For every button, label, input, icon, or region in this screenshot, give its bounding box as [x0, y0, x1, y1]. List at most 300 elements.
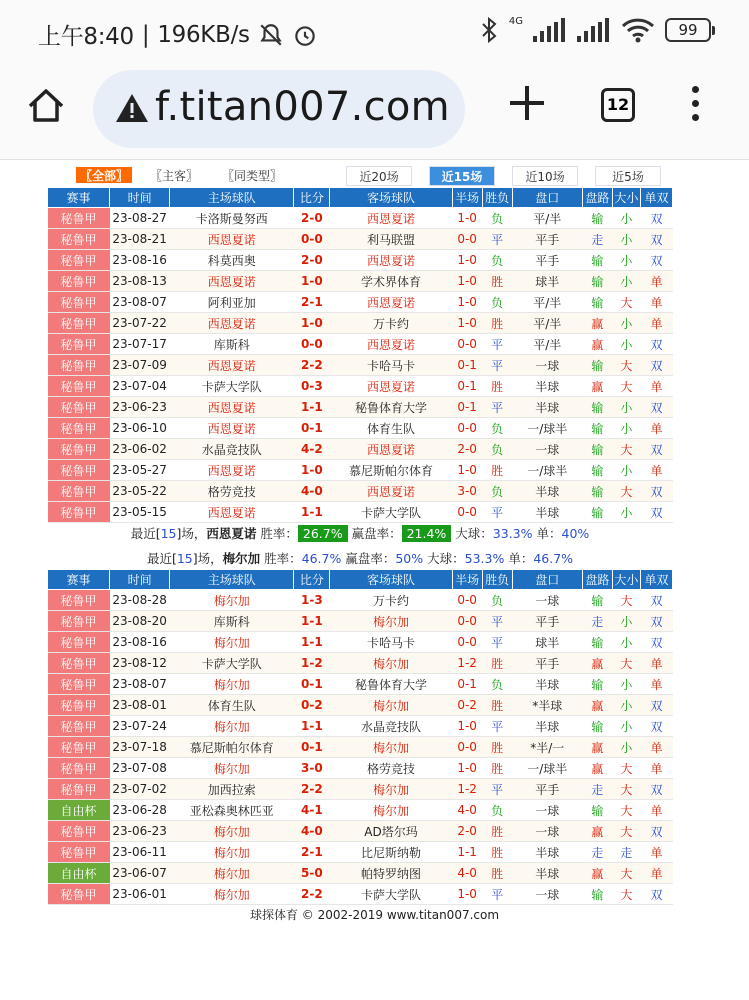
home-team-cell[interactable]: 梅尔加 [170, 884, 294, 905]
home-team-cell[interactable]: 西恩夏诺 [170, 418, 294, 439]
over-under-cell: 小 [612, 460, 640, 481]
away-team-cell[interactable]: 西恩夏诺 [330, 481, 452, 502]
page-content [0, 160, 749, 1000]
league-cell[interactable]: 自由杯 [48, 800, 110, 821]
home-team-cell[interactable]: 梅尔加 [170, 842, 294, 863]
home-team-cell[interactable]: 加西拉索 [170, 779, 294, 800]
date-cell: 23-08-21 [110, 229, 170, 250]
away-team-cell[interactable]: 梅尔加 [330, 611, 452, 632]
half-score-cell: 0-0 [452, 611, 482, 632]
handicap-cell: 半球 [512, 481, 582, 502]
table-row[interactable] [48, 502, 673, 523]
away-team-cell[interactable]: 秘鲁体育大学 [330, 397, 452, 418]
result-cell: 胜 [482, 271, 512, 292]
date-cell: 23-08-01 [110, 695, 170, 716]
team2-name: 梅尔加 [222, 551, 261, 566]
away-team-cell[interactable]: 帕特罗纳图 [330, 863, 452, 884]
column-header: 大小 [612, 570, 640, 590]
table-row[interactable] [48, 737, 673, 758]
date-cell: 23-05-22 [110, 481, 170, 502]
date-cell: 23-07-02 [110, 779, 170, 800]
home-team-cell[interactable]: 库斯科 [170, 611, 294, 632]
handicap-cell: 球半 [512, 632, 582, 653]
address-bar[interactable] [93, 70, 465, 148]
handicap-cell: 平手 [512, 229, 582, 250]
handicap-cell: 半球 [512, 397, 582, 418]
home-team-cell[interactable]: 格劳竞技 [170, 481, 294, 502]
table-row[interactable] [48, 334, 673, 355]
score-cell: 5-0 [294, 863, 330, 884]
odd-even-cell: 单 [640, 800, 672, 821]
league-cell[interactable]: 自由杯 [48, 863, 110, 884]
over-under-cell: 小 [612, 674, 640, 695]
league-cell[interactable]: 秘鲁甲 [48, 271, 110, 292]
table-row[interactable] [48, 779, 673, 800]
browser-toolbar [0, 64, 749, 160]
odd-even-cell: 双 [640, 716, 672, 737]
league-cell[interactable]: 秘鲁甲 [48, 334, 110, 355]
tab-last-10[interactable]: 近10场 [512, 166, 578, 186]
date-cell: 23-07-24 [110, 716, 170, 737]
away-team-cell[interactable]: 比尼斯纳勒 [330, 842, 452, 863]
score-cell: 0-2 [294, 695, 330, 716]
score-cell: 0-3 [294, 376, 330, 397]
result-cell: 负 [482, 418, 512, 439]
over-under-cell: 小 [612, 502, 640, 523]
tab-last-15[interactable]: 近15场 [429, 166, 495, 186]
team2-win-rate: 46.7% [301, 551, 342, 566]
league-cell[interactable]: 秘鲁甲 [48, 695, 110, 716]
score-cell: 1-1 [294, 611, 330, 632]
league-cell[interactable]: 秘鲁甲 [48, 481, 110, 502]
filter-same-type[interactable]: 〖同类型〗 [217, 166, 287, 184]
over-under-cell: 小 [612, 611, 640, 632]
table-row[interactable] [48, 355, 673, 376]
odd-even-cell: 单 [640, 418, 672, 439]
handicap-result-cell: 输 [582, 460, 612, 481]
over-under-cell: 小 [612, 418, 640, 439]
filter-home-away[interactable]: 〖主客〗 [145, 166, 203, 184]
result-cell: 负 [482, 800, 512, 821]
table-row[interactable] [48, 397, 673, 418]
table-row[interactable] [48, 758, 673, 779]
column-header: 单双 [640, 188, 672, 208]
league-cell[interactable]: 秘鲁甲 [48, 418, 110, 439]
home-team-cell[interactable]: 西恩夏诺 [170, 271, 294, 292]
home-team-cell[interactable]: 梅尔加 [170, 716, 294, 737]
result-cell: 平 [482, 779, 512, 800]
home-team-cell[interactable]: 阿利亚加 [170, 292, 294, 313]
result-cell: 平 [482, 716, 512, 737]
handicap-result-cell: 赢 [582, 313, 612, 334]
handicap-cell: 一球 [512, 590, 582, 611]
half-score-cell: 4-0 [452, 800, 482, 821]
away-team-cell[interactable]: 梅尔加 [330, 695, 452, 716]
column-header: 半场 [452, 570, 482, 590]
date-cell: 23-07-08 [110, 758, 170, 779]
handicap-result-cell: 走 [582, 779, 612, 800]
team1-summary: 最近[15]场，西恩夏诺 胜率： 26.7% 赢盘率： 21.4% 大球：33.3% 单：40% [130, 526, 590, 541]
table-row[interactable] [48, 418, 673, 439]
half-score-cell: 3-0 [452, 481, 482, 502]
league-cell[interactable]: 秘鲁甲 [48, 376, 110, 397]
handicap-cell: 平手 [512, 611, 582, 632]
away-team-cell[interactable]: 格劳竞技 [330, 758, 452, 779]
team2-cover-rate: 50% [395, 551, 424, 566]
handicap-cell: *半球 [512, 695, 582, 716]
table-row[interactable] [48, 611, 673, 632]
away-team-cell[interactable]: 梅尔加 [330, 800, 452, 821]
column-header: 时间 [110, 570, 170, 590]
result-cell: 平 [482, 502, 512, 523]
table-row[interactable] [48, 376, 673, 397]
league-cell[interactable]: 秘鲁甲 [48, 842, 110, 863]
home-team-cell[interactable]: 水晶竞技队 [170, 439, 294, 460]
odd-even-cell: 双 [640, 695, 672, 716]
league-cell[interactable]: 秘鲁甲 [48, 397, 110, 418]
handicap-result-cell: 输 [582, 418, 612, 439]
result-cell: 胜 [482, 758, 512, 779]
half-score-cell: 0-1 [452, 355, 482, 376]
away-team-cell[interactable]: 卡哈马卡 [330, 632, 452, 653]
column-header: 赛事 [48, 570, 110, 590]
odd-even-cell: 单 [640, 737, 672, 758]
away-team-cell[interactable]: 体育生队 [330, 418, 452, 439]
result-cell: 胜 [482, 737, 512, 758]
result-cell: 平 [482, 229, 512, 250]
league-cell[interactable]: 秘鲁甲 [48, 611, 110, 632]
away-team-cell[interactable]: 万卡约 [330, 313, 452, 334]
date-cell: 23-08-07 [110, 674, 170, 695]
odd-even-cell: 单 [640, 313, 672, 334]
over-under-cell: 小 [612, 313, 640, 334]
away-team-cell[interactable]: 万卡约 [330, 590, 452, 611]
home-icon[interactable] [26, 86, 66, 126]
handicap-result-cell: 走 [582, 229, 612, 250]
handicap-cell: 平手 [512, 779, 582, 800]
home-team-cell[interactable]: 西恩夏诺 [170, 313, 294, 334]
odd-even-cell: 单 [640, 292, 672, 313]
odd-even-cell: 双 [640, 397, 672, 418]
tab-last-20[interactable]: 近20场 [346, 166, 412, 186]
table-row[interactable] [48, 800, 673, 821]
odd-even-cell: 双 [640, 779, 672, 800]
home-team-cell[interactable]: 慕尼斯帕尔体育 [170, 737, 294, 758]
odd-even-cell: 双 [640, 481, 672, 502]
column-header: 盘路 [582, 188, 612, 208]
home-team-cell[interactable]: 梅尔加 [170, 758, 294, 779]
table-row[interactable] [48, 250, 673, 271]
url-text[interactable]: f.titan007.com [155, 84, 450, 130]
date-cell: 23-08-28 [110, 590, 170, 611]
handicap-result-cell: 赢 [582, 695, 612, 716]
away-team-cell[interactable]: 西恩夏诺 [330, 334, 452, 355]
over-under-cell: 大 [612, 481, 640, 502]
handicap-result-cell: 输 [582, 208, 612, 229]
date-cell: 23-06-11 [110, 842, 170, 863]
handicap-result-cell: 走 [582, 611, 612, 632]
table-row[interactable] [48, 695, 673, 716]
handicap-cell: 一球 [512, 800, 582, 821]
date-cell: 23-06-02 [110, 439, 170, 460]
league-cell[interactable]: 秘鲁甲 [48, 313, 110, 334]
odd-even-cell: 双 [640, 590, 672, 611]
league-cell[interactable]: 秘鲁甲 [48, 737, 110, 758]
score-cell: 2-1 [294, 842, 330, 863]
handicap-result-cell: 输 [582, 502, 612, 523]
home-team-cell[interactable]: 卡洛斯曼努西 [170, 208, 294, 229]
score-cell: 2-2 [294, 779, 330, 800]
score-cell: 2-2 [294, 884, 330, 905]
date-cell: 23-07-18 [110, 737, 170, 758]
date-cell: 23-08-13 [110, 271, 170, 292]
score-cell: 4-1 [294, 800, 330, 821]
result-cell: 平 [482, 397, 512, 418]
date-cell: 23-08-27 [110, 208, 170, 229]
table-row[interactable] [48, 674, 673, 695]
table-row[interactable] [48, 653, 673, 674]
handicap-cell: 一/球半 [512, 418, 582, 439]
odd-even-cell: 双 [640, 821, 672, 842]
result-cell: 平 [482, 611, 512, 632]
alarm-icon [292, 22, 318, 48]
handicap-result-cell: 输 [582, 397, 612, 418]
league-cell[interactable]: 秘鲁甲 [48, 590, 110, 611]
away-team-cell[interactable]: 卡萨大学队 [330, 502, 452, 523]
half-score-cell: 2-0 [452, 439, 482, 460]
handicap-cell: 半球 [512, 674, 582, 695]
over-under-cell: 大 [612, 884, 640, 905]
filter-all[interactable]: 〖全部〗 [75, 166, 133, 184]
away-team-cell[interactable]: 西恩夏诺 [330, 250, 452, 271]
column-header: 客场球队 [330, 570, 452, 590]
date-cell: 23-08-12 [110, 653, 170, 674]
score-cell: 0-1 [294, 737, 330, 758]
score-cell: 1-0 [294, 460, 330, 481]
table-header-row [48, 570, 673, 590]
league-cell[interactable]: 秘鲁甲 [48, 355, 110, 376]
over-under-cell: 大 [612, 779, 640, 800]
league-cell[interactable]: 秘鲁甲 [48, 229, 110, 250]
league-cell[interactable]: 秘鲁甲 [48, 632, 110, 653]
half-score-cell: 0-0 [452, 737, 482, 758]
score-cell: 0-1 [294, 674, 330, 695]
home-team-cell[interactable]: 卡萨大学队 [170, 653, 294, 674]
away-team-cell[interactable]: 梅尔加 [330, 653, 452, 674]
over-under-cell: 走 [612, 842, 640, 863]
league-cell[interactable]: 秘鲁甲 [48, 758, 110, 779]
away-team-cell[interactable]: 卡萨大学队 [330, 884, 452, 905]
handicap-result-cell: 赢 [582, 758, 612, 779]
handicap-cell: 一球 [512, 884, 582, 905]
table-row[interactable] [48, 481, 673, 502]
date-cell: 23-08-20 [110, 611, 170, 632]
score-cell: 1-2 [294, 653, 330, 674]
date-cell: 23-07-22 [110, 313, 170, 334]
over-under-cell: 小 [612, 716, 640, 737]
warning-icon[interactable] [115, 92, 149, 124]
column-header: 半场 [452, 188, 482, 208]
result-cell: 胜 [482, 863, 512, 884]
handicap-result-cell: 输 [582, 292, 612, 313]
over-under-cell: 小 [612, 250, 640, 271]
league-cell[interactable]: 秘鲁甲 [48, 653, 110, 674]
score-cell: 1-1 [294, 502, 330, 523]
handicap-cell: 一球 [512, 821, 582, 842]
league-cell[interactable]: 秘鲁甲 [48, 502, 110, 523]
home-team-cell[interactable]: 西恩夏诺 [170, 355, 294, 376]
table-row[interactable] [48, 632, 673, 653]
table-row[interactable] [48, 716, 673, 737]
league-cell[interactable]: 秘鲁甲 [48, 779, 110, 800]
score-cell: 1-0 [294, 271, 330, 292]
handicap-result-cell: 输 [582, 716, 612, 737]
league-cell[interactable]: 秘鲁甲 [48, 716, 110, 737]
over-under-cell: 大 [612, 376, 640, 397]
half-score-cell: 0-1 [452, 397, 482, 418]
handicap-cell: 半球 [512, 376, 582, 397]
column-header: 比分 [294, 570, 330, 590]
league-cell[interactable]: 秘鲁甲 [48, 208, 110, 229]
table-row[interactable] [48, 313, 673, 334]
status-bar [0, 0, 749, 64]
league-cell[interactable]: 秘鲁甲 [48, 439, 110, 460]
handicap-result-cell: 赢 [582, 821, 612, 842]
league-cell[interactable]: 秘鲁甲 [48, 292, 110, 313]
status-left: 上午8:40 | 196KB/s [38, 18, 318, 51]
home-team-cell[interactable]: 西恩夏诺 [170, 229, 294, 250]
date-cell: 23-05-27 [110, 460, 170, 481]
column-header: 主场球队 [170, 188, 294, 208]
away-team-cell[interactable]: 秘鲁体育大学 [330, 674, 452, 695]
half-score-cell: 1-0 [452, 208, 482, 229]
home-team-cell[interactable]: 库斯科 [170, 334, 294, 355]
table-row[interactable] [48, 460, 673, 481]
signal-icon-2 [577, 18, 611, 42]
table-row[interactable] [48, 863, 673, 884]
home-team-cell[interactable]: 科莫西奥 [170, 250, 294, 271]
team2-summary: 最近[15]场，梅尔加 胜率：46.7% 赢盘率：50% 大球：53.3% 单：46.7% [146, 551, 574, 566]
league-cell[interactable]: 秘鲁甲 [48, 460, 110, 481]
away-team-cell[interactable]: 慕尼斯帕尔体育 [330, 460, 452, 481]
half-score-cell: 0-0 [452, 590, 482, 611]
table-row[interactable] [48, 229, 673, 250]
handicap-result-cell: 输 [582, 271, 612, 292]
away-team-cell[interactable]: 卡哈马卡 [330, 355, 452, 376]
team1-cover-rate: 21.4% [402, 525, 452, 542]
league-cell[interactable]: 秘鲁甲 [48, 821, 110, 842]
table-row[interactable] [48, 842, 673, 863]
home-team-cell[interactable]: 西恩夏诺 [170, 460, 294, 481]
league-cell[interactable]: 秘鲁甲 [48, 250, 110, 271]
league-cell[interactable]: 秘鲁甲 [48, 884, 110, 905]
handicap-result-cell: 走 [582, 842, 612, 863]
date-cell: 23-06-23 [110, 397, 170, 418]
over-under-cell: 小 [612, 695, 640, 716]
table-row[interactable] [48, 439, 673, 460]
date-cell: 23-08-16 [110, 632, 170, 653]
clock: 上午8:40 [38, 24, 134, 50]
handicap-cell: 平/半 [512, 292, 582, 313]
half-score-cell: 1-2 [452, 653, 482, 674]
table-row[interactable] [48, 271, 673, 292]
result-cell: 胜 [482, 313, 512, 334]
score-cell: 1-1 [294, 632, 330, 653]
league-cell[interactable]: 秘鲁甲 [48, 674, 110, 695]
table-row[interactable] [48, 821, 673, 842]
home-team-cell[interactable]: 梅尔加 [170, 632, 294, 653]
odd-even-cell: 双 [640, 250, 672, 271]
away-team-cell[interactable]: 梅尔加 [330, 779, 452, 800]
team1-history-table [47, 187, 673, 523]
over-under-cell: 大 [612, 439, 640, 460]
half-score-cell: 1-0 [452, 271, 482, 292]
score-cell: 0-0 [294, 334, 330, 355]
home-team-cell[interactable]: 卡萨大学队 [170, 376, 294, 397]
tab-switcher-button[interactable]: 12 [601, 88, 635, 122]
over-under-cell: 小 [612, 208, 640, 229]
table-row[interactable] [48, 208, 673, 229]
away-team-cell[interactable]: 西恩夏诺 [330, 376, 452, 397]
home-team-cell[interactable]: 梅尔加 [170, 863, 294, 884]
handicap-cell: 平手 [512, 250, 582, 271]
table-row[interactable] [48, 884, 673, 905]
away-team-cell[interactable]: 西恩夏诺 [330, 292, 452, 313]
new-tab-icon[interactable] [506, 82, 548, 124]
over-under-cell: 小 [612, 737, 640, 758]
home-team-cell[interactable]: 亚松森奥林匹亚 [170, 800, 294, 821]
score-cell: 2-2 [294, 355, 330, 376]
home-team-cell[interactable]: 西恩夏诺 [170, 502, 294, 523]
away-team-cell[interactable]: 西恩夏诺 [330, 208, 452, 229]
home-team-cell[interactable]: 西恩夏诺 [170, 397, 294, 418]
home-team-cell[interactable]: 梅尔加 [170, 590, 294, 611]
score-cell: 2-1 [294, 292, 330, 313]
over-under-cell: 大 [612, 590, 640, 611]
menu-icon[interactable] [688, 86, 702, 126]
away-team-cell[interactable]: 西恩夏诺 [330, 439, 452, 460]
away-team-cell[interactable]: 利马联盟 [330, 229, 452, 250]
table-row[interactable] [48, 292, 673, 313]
over-under-cell: 小 [612, 229, 640, 250]
over-under-cell: 大 [612, 355, 640, 376]
date-cell: 23-06-07 [110, 863, 170, 884]
table-row[interactable] [48, 590, 673, 611]
bell-off-icon [258, 22, 284, 48]
handicap-result-cell: 输 [582, 355, 612, 376]
away-team-cell[interactable]: 水晶竞技队 [330, 716, 452, 737]
result-cell: 负 [482, 590, 512, 611]
odd-even-cell: 双 [640, 355, 672, 376]
handicap-cell: 平/半 [512, 208, 582, 229]
network-type: 4G [508, 15, 523, 27]
away-team-cell[interactable]: AD塔尔玛 [330, 821, 452, 842]
handicap-cell: 一/球半 [512, 460, 582, 481]
result-cell: 胜 [482, 821, 512, 842]
home-team-cell[interactable]: 梅尔加 [170, 821, 294, 842]
odd-even-cell: 单 [640, 376, 672, 397]
home-team-cell[interactable]: 梅尔加 [170, 674, 294, 695]
home-team-cell[interactable]: 体育生队 [170, 695, 294, 716]
score-cell: 1-0 [294, 313, 330, 334]
column-header: 大小 [612, 188, 640, 208]
away-team-cell[interactable]: 学术界体育 [330, 271, 452, 292]
score-cell: 0-0 [294, 229, 330, 250]
half-score-cell: 1-0 [452, 460, 482, 481]
away-team-cell[interactable]: 梅尔加 [330, 737, 452, 758]
tab-last-5[interactable]: 近5场 [595, 166, 661, 186]
score-cell: 1-1 [294, 716, 330, 737]
